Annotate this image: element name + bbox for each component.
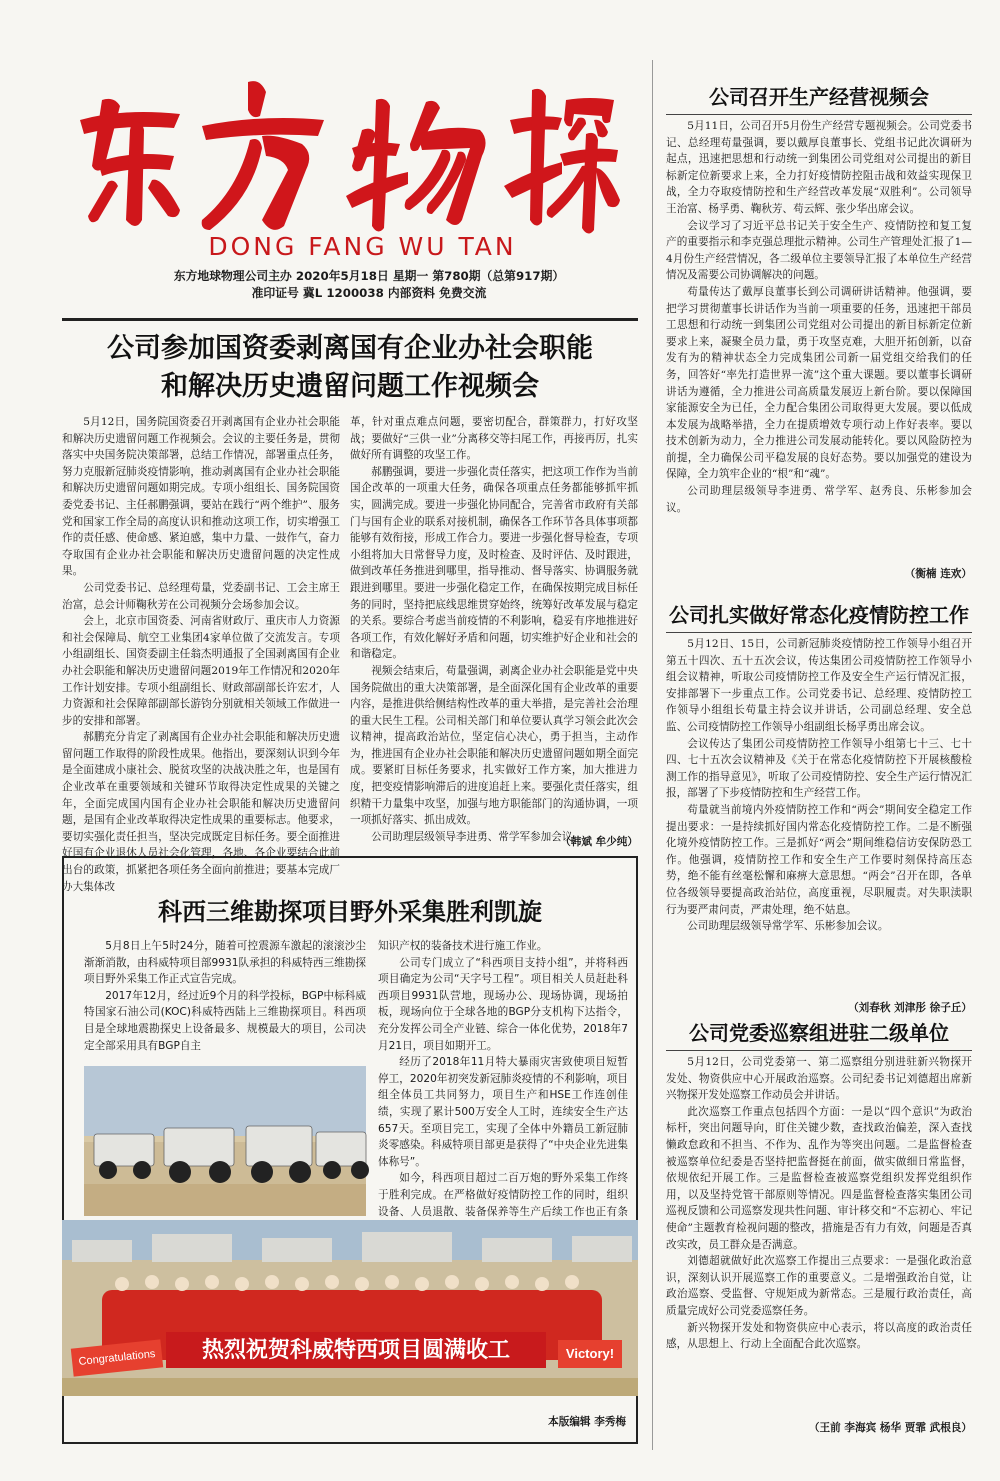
masthead-romanized: DONG FANG WU TAN bbox=[208, 232, 517, 261]
feature-headline: 科西三维勘探项目野外采集胜利凯旋 bbox=[158, 897, 542, 926]
column-divider bbox=[652, 60, 653, 1450]
lead-headline bbox=[62, 330, 638, 406]
feature-paragraph: 公司专门成立了“科西项目支持小组”，并将科西项目确定为公司“天字号工程”。项目相关人员赶赴科西项目9931队营地，现场办公、现场协调，现场拍板，现场向位于全球各地的BGP分支机构下达指令，充分发挥公司全产业链、综合一体化优势，2018年7月21日，项目如期开工。 bbox=[378, 956, 628, 1052]
right-article-2-paragraph: 5月12日、15日，公司新冠肺炎疫情防控工作领导小组召开第五十四次、五十五次会议，传达集团公司疫情防控工作领导小组会议精神，听取公司疫情防控工作及安全生产运行情况汇报，安排部署下一步重点工作。公司党委书记、总经理、疫情防控工作领导小组组长苟量主持会议并讲话，公司副总经理、安全总监、公司疫情防控工作领导小组副组长杨孚勇出席会议。 bbox=[666, 638, 972, 733]
lead-top-rule bbox=[62, 318, 638, 321]
right-article-3-paragraph: 此次巡察工作重点包括四个方面：一是以“四个意识”为政治标杆，突出问题导向，盯住关键少数，查找政治偏差，深入查找懒政怠政和不担当、不作为、乱作为等突出问题。二是监督检查被巡察单位纪委是否坚持把监督挺在前面，做实做细日常监督，依规依纪开展工作。三是监督检查被巡察党组织发挥党组织作用，以及坚持党管干部原则等情况。四是监督检查落实集团公司巡视反馈和公司巡察发现共性问题、审计移交和“不忘初心、牢记使命”主题教育检视问题的整改，措施是否有力有效，问题是否真改实改，员工群众是否满意。 bbox=[666, 1105, 972, 1251]
right-article-2-signature: （刘春秋 刘津彤 徐子丘） bbox=[848, 1002, 972, 1014]
right-article-3-body bbox=[666, 1054, 972, 1420]
banner-congratulations: Congratulations bbox=[71, 1339, 163, 1376]
feature-column-1 bbox=[84, 938, 366, 1058]
right-article-3-headline: 公司党委巡察组进驻二级单位 bbox=[689, 1021, 949, 1045]
right-article-2-headline: 公司扎实做好常态化疫情防控工作 bbox=[669, 603, 969, 627]
masthead-permit-line: 准印证号 冀L 1200038 内部资料 免费交流 bbox=[251, 286, 487, 300]
feature-paragraph: 5月8日上午5时24分，随着可控震源车激起的滚滚沙尘渐渐消散，由科威特项目部9931队承担的科威特西三维勘探项目野外采集工作正式宣告完成。 bbox=[84, 940, 366, 986]
feature-paragraph: 如今，科西项目超过二百万炮的野外采集工作终于胜利完成。在严格做好疫情防控工作的同时，组织设备、人员退散、装备保养等生产后续工作也正有条 bbox=[378, 1172, 628, 1218]
page-editor: 本版编辑 李秀梅 bbox=[548, 1416, 626, 1428]
right-article-1-headline: 公司召开生产经营视频会 bbox=[709, 85, 929, 109]
masthead-issue-line: 东方地球物理公司主办 2020年5月18日 星期一 第780期（总第917期） bbox=[173, 269, 565, 283]
banner-victory: Victory! bbox=[558, 1340, 622, 1368]
lead-paragraph: 公司党委书记、总经理苟量，党委副书记、工会主席王治富，总会计师鞠秋芳在公司视频分会场参加会议。 bbox=[62, 581, 340, 611]
right-article-2-body bbox=[666, 636, 972, 1004]
right-article-1-paragraph: 会议学习了习近平总书记关于安全生产、疫情防控和复工复产的重要指示和李克强总理批示精神。公司生产管理处汇报了1—4月份生产经营情况，各二级单位主要领导汇报了本单位生产经营情况及需要公司协调解决的问题。 bbox=[666, 219, 972, 282]
right-article-3-rule bbox=[666, 1050, 972, 1051]
right-article-2-paragraph: 公司助理层级领导常学军、乐彬参加会议。 bbox=[687, 920, 889, 933]
lead-paragraph: 革，针对重点难点问题，要密切配合，群策群力，打好攻坚战；要做好“三供一业”分离移交等扫尾工作，再接再厉，扎实做好所有调整的攻坚工作。 bbox=[350, 416, 638, 462]
right-article-2-paragraph: 会议传达了集团公司疫情防控工作领导小组第七十三、七十四、七十五次会议精神及《关于在常态化疫情防控下开展核酸检测工作的指导意见》，听取了公司疫情防控、安全生产运行情况汇报，部署了下步疫情防控和生产经营工作。 bbox=[666, 737, 972, 800]
right-article-1-rule bbox=[666, 114, 972, 115]
lead-headline-line1: 公司参加国资委剥离国有企业办社会职能 bbox=[107, 333, 593, 364]
right-article-3-signature: （王前 李海宾 杨华 贾霏 武根良） bbox=[808, 1422, 972, 1434]
lead-signature: （韩斌 牟少纯） bbox=[560, 836, 638, 848]
lead-paragraph: 5月12日，国务院国资委召开剥离国有企业办社会职能和解决历史遗留问题工作视频会。会议的主要任务是，贯彻落实中央国务院决策部署，总结工作情况，部署重点任务，努力克服新冠肺炎疫情影响，推动剥离国有企业办社会职能和解决历史遗留问题如期完成。专项小组组长、国务院国资委党委书记、主任郝鹏强调，要站在践行“两个维护”、服务党和国家工作全局的高度认识和推动这项工作，切实增强工作的责任感、使命感、紧迫感，集中力量、一鼓作气，奋力夺取国有企业办社会职能和解决历史遗留问题的决定性成果。 bbox=[62, 416, 340, 578]
masthead-logo bbox=[62, 70, 622, 240]
feature-paragraph: 经历了2018年11月特大暴雨灾害致使项目短暂停工，2020年初突发新冠肺炎疫情的不利影响，项目组全体员工共同努力，项目生产和HSE工作连创佳绩，实现了累计500万安全人工时，连续安全生产达657天。至项目完工，实现了全体中外籍员工新冠肺炎零感染。科威特项目部更是获得了“中央企业先进集体称号”。 bbox=[378, 1056, 628, 1168]
masthead-info bbox=[134, 268, 604, 302]
desert-trucks-photo bbox=[84, 1066, 366, 1216]
feature-paragraph: 2017年12月，经过近9个月的科学投标，BGP中标科威特国家石油公司(KOC)科威特西陆上三维勘探项目。科西项目是全球地震勘探史上设备最多、规模最大的项目，公司决定全部采用具有BGP自主 bbox=[84, 989, 366, 1052]
lead-paragraph: 郝鹏强调，要进一步强化责任落实，把这项工作作为当前国企改革的一项重大任务，确保各项重点任务都能够抓牢抓实，圆满完成。要进一步强化协同配合，完善省市政府有关部门与国有企业的联系对接机制，确保各工作环节各具体事项都能够有效衔接，形成工作合力。要进一步强化督导检查，专项小组将加大日常督导力度，及时检查、及时评估、及时跟进，做到改革任务推进到哪里，指导推动、督导落实、协调服务就跟进到哪里。要进一步强化稳定工作，在确保按期完成目标任务的同时，坚持把底线思维贯穿始终，统筹好改革发展与稳定的关系。要综合考虑当前疫情的不利影响，稳妥有序地推进好各项工作，有效化解好矛盾和问题，切实维护好企业和社会的和谐稳定。 bbox=[350, 465, 638, 661]
right-article-3-paragraph: 刘德超就做好此次巡察工作提出三点要求：一是强化政治意识，深刻认识开展巡察工作的重要意义。二是增强政治自觉，让政治巡察、受监督、守规矩成为新常态。三是履行政治责任，高质量完成好公司党委巡察任务。 bbox=[666, 1255, 972, 1317]
lead-column-1 bbox=[62, 414, 340, 893]
right-article-2-paragraph: 苟量就当前境内外疫情防控工作和“两会”期间安全稳定工作提出要求：一是持续抓好国内常态化疫情防控工作。二是不断强化境外疫情防控工作。三是抓好“两会”期间维稳信访安保防恐工作。他强调，疫情防控工作和安全生产工作要时刻保持高压态势，绝不能有丝毫松懈和麻痹大意思想。“两会”召开在即，各单位各级领导要提高政治站位，高度重视，尽职履责。对失职渎职行为要严肃问责，严肃处理，绝不姑息。 bbox=[666, 803, 972, 916]
lead-paragraph: 公司助理层级领导李进勇、常学军参加会议。 bbox=[371, 830, 584, 843]
lead-paragraph: 郝鹏充分肯定了剥离国有企业办社会职能和解决历史遗留问题工作取得的阶段性成果。他指出，要深刻认识到今年是全面建成小康社会、脱贫攻坚的决战决胜之年，也是国有企业改革在重要领域和关键环节取得决定性成果的关键之年，全面完成国内国有企业办社会职能和解决历史遗留问题，是国有企业改革取得决定性成果的重要标志。他要求，要切实强化责任担当，坚决完成既定目标任务。要全面推进好国有企业退休人员社会化管理，各地、各企业要结合此前出台的政策，抓紧把各项任务全面向前推进；要基本完成厂办大集体改 bbox=[62, 731, 340, 893]
right-article-3-paragraph: 新兴物探开发处和物资供应中心表示，将以高度的政治责任感，从思想上、行动上全面配合此次巡察。 bbox=[666, 1321, 972, 1351]
right-article-3-paragraph: 5月12日，公司党委第一、第二巡察组分别进驻新兴物探开发处、物资供应中心开展政治巡察。公司纪委书记刘德超出席新兴物探开发处巡察工作动员会并讲话。 bbox=[666, 1056, 972, 1102]
right-article-1-paragraph: 苟量传达了戴厚良董事长到公司调研讲话精神。他强调，要把学习贯彻董事长讲话作为当前一项重要的任务，迅速把干部员工思想和行动统一到集团公司党组对公司提出的新目标新定位新要求上来，凝聚全员力量，勇于攻坚克难，大胆开拓创新，以奋发有为的精神状态全力完成集团公司新一届党组交给我们的任务，回答好“率先打造世界一流”这个重大课题。要以董事长调研讲话为遵循，全力推进公司高质量发展迈上新台阶。要以保障国家能源安全为已任，全力配合集团公司取得更大发展。要以低成本发展为战略举措，全力在提质增效专项行动上作好表率。要以技术创新为动力，全力推进公司发展动能转化。要以风险防控为前提，全力确保公司平稳发展的良好态势。要以加强党的建设为保障，全力筑牢企业的“根”和“魂”。 bbox=[666, 285, 972, 481]
team-banner-photo bbox=[62, 1220, 638, 1396]
right-article-1-paragraph: 公司助理层级领导李进勇、常学军、赵秀良、乐彬参加会议。 bbox=[666, 485, 972, 514]
right-article-1-body bbox=[666, 118, 972, 582]
right-article-2-rule bbox=[666, 632, 972, 633]
feature-column-2 bbox=[378, 938, 628, 1222]
right-article-1-paragraph: 5月11日，公司召开5月份生产经营专题视频会。公司党委书记、总经理苟量强调，要以戴厚良董事长、党组书记此次调研为起点，迅速把思想和行动统一到集团公司党组对公司提出的新目标新定位新要求上来，全力打好疫情防控阻击战和效益实现保卫战，全力夺取疫情防控和生产经营改革发展“双胜利”。公司领导王治富、杨孚勇、鞠秋芳、苟云辉、张少华出席会议。 bbox=[666, 120, 972, 215]
lead-headline-line2: 和解决历史遗留问题工作视频会 bbox=[161, 371, 539, 402]
banner-main: 热烈祝贺科威特西项目圆满收工 bbox=[166, 1332, 546, 1368]
lead-paragraph: 视频会结束后，苟量强调，剥离企业办社会职能是党中央国务院做出的重大决策部署，是全面深化国有企业改革的重要内容，是推进供给侧结构性改革的重大举措，是完善社会治理的重大民生工程。公司相关部门和单位要认真学习领会此次会议精神，提高政治站位，坚定信心决心，勇于担当，主动作为，推进国有企业办社会职能和解决历史遗留问题如期全面完成。要紧盯目标任务要求，扎实做好工作方案，加大推进力度，把变疫情影响滞后的进度追赶上来。要强化责任落实，组织精干力量集中攻坚，加强与地方职能部门的沟通协调，一项一项抓好落实、抓出成效。 bbox=[350, 664, 638, 827]
feature-paragraph: 知识产权的装备技术进行施工作业。 bbox=[378, 940, 548, 952]
lead-paragraph: 会上，北京市国资委、河南省财政厅、重庆市人力资源和社会保障局、航空工业集团4家单位做了交流发言。专项小组副组长、国资委副主任翁杰明通报了全国剥离国有企业办社会职能和解决历史遗留问题2019年工作情况和2020年工作计划安排。专项小组副组长、财政部副部长许宏才，人力资源和社会保障部副部长游钧分别就相关领域工作做进一步的安排和部署。 bbox=[62, 615, 340, 727]
right-article-1-signature: （衡楠 连欢） bbox=[904, 568, 972, 580]
